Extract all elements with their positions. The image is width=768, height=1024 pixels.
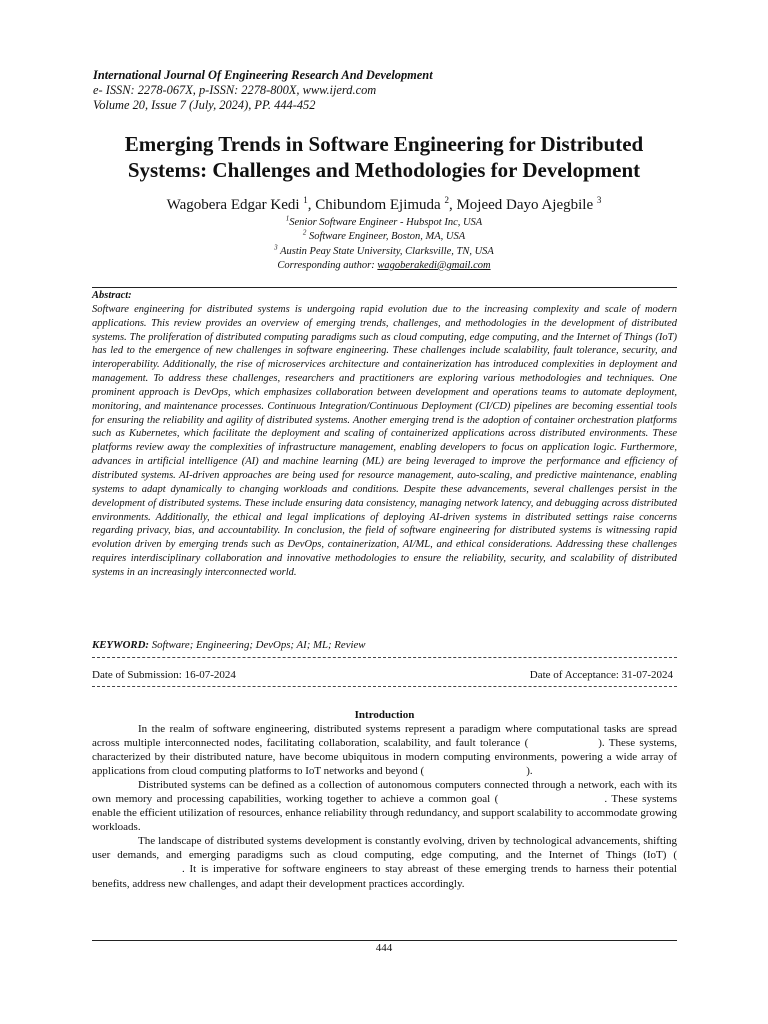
submission-date: Date of Submission: 16-07-2024 — [92, 669, 236, 681]
paragraph — [92, 722, 677, 778]
abstract-section — [92, 289, 677, 580]
author-separator: , — [307, 197, 316, 213]
affiliations — [60, 216, 708, 273]
introduction-body — [92, 722, 677, 891]
abstract-text: Software engineering for distributed systems is undergoing rapid evolution due to the increasing complexity and scale of modern applications. This review provides an overview of emerging trends, challenges, and methodologies in the development of distributed systems. The proliferation of distributed computing paradigms such as cloud computing, edge computing, and the Internet of Things (IoT) has led to the emergence of new challenges in software engineering. These challenges include scalability, fault tolerance, security, and interoperability. Additionally, the rise of microservices architecture and containerization has introduced complexities in deployment and management. To address these challenges, researchers and practitioners are exploring various methodologies and techniques. One prominent approach is DevOps, which emphasizes collaboration between development and operations teams to automate deployment, monitoring, and maintenance processes. Continuous Integration/Continuous Deployment (CI/CD) pipelines are becoming essential tools for ensuring the reliability and agility of distributed systems. Another emerging trend is the adoption of container orchestration platforms such as Kubernetes, which facilitate the deployment and scaling of containerized applications across distributed environments. These platforms review away the complexities of infrastructure management, enabling developers to focus on application logic. Furthermore, advances in artificial intelligence (AI) and machine learning (ML) are being leveraged to improve the performance and efficiency of distributed systems. AI-driven approaches are being used for resource management, auto-scaling, and predictive maintenance, enabling systems to adapt dynamically to changing workloads and conditions. Despite these advancements, several challenges persist in the development of distributed systems. These include ensuring data consistency, managing network latency, and debugging across distributed environments. Additionally, the ethical and legal implications of deploying AI-driven systems in distributed settings raise concerns regarding privacy, bias, and accountability. In conclusion, the field of software engineering for distributed systems is witnessing rapid evolution driven by emerging trends such as DevOps, containerization, AI/ML, and ethical considerations. Addressing these challenges requires interdisciplinary collaboration and innovative methodologies to ensure the reliability, security, and scalability of distributed systems in an increasingly interconnected world. — [92, 303, 677, 578]
paragraph-text: The landscape of distributed systems development is constantly evolving, driven by technological advancements, shifting user demands, and emerging paradigms such as cloud computing, edge computing, and the Internet of Things (IoT) ( — [92, 835, 677, 862]
affil-text: Austin Peay State University, Clarksville, TN, USA — [277, 245, 494, 257]
affil-text: Senior Software Engineer - Hubspot Inc, USA — [289, 217, 483, 228]
affil-text: Software Engineer, Boston, MA, USA — [306, 231, 466, 243]
corresponding-email-link[interactable]: wagoberakedi@gmail.com — [377, 259, 491, 271]
paragraph-text: ). These systems, characterized by their distributed nature, have become ubiquitous in modern computing environments, powering a wide array of applications from cloud computing platforms to IoT networks and beyond ( — [92, 737, 677, 778]
affiliation — [60, 245, 708, 259]
author-affil-mark: 1 — [303, 195, 308, 205]
author-list — [60, 196, 708, 214]
affil-mark: 3 — [274, 243, 278, 252]
paragraph-text: . These systems enable the efficient utilization of resources, enhance reliability through redundancy, and support scalability to accommodate growing workloads. — [92, 793, 678, 834]
author-name: Wagobera Edgar Kedi — [166, 197, 304, 213]
affiliation — [60, 216, 708, 230]
dashed-rule-bottom — [92, 686, 677, 687]
paper-title — [60, 131, 708, 183]
acceptance-date: Date of Acceptance: 31-07-2024 — [529, 669, 673, 681]
affil-mark: 2 — [302, 228, 307, 237]
abstract-top-rule — [92, 287, 677, 288]
paragraph-text: . It is imperative for software engineers to stay abreast of these emerging trends to harness their potential benefits, address new challenges, and adapt their development practices accordingly. — [92, 863, 677, 890]
paragraph-text: ). — [526, 765, 533, 778]
abstract-label: Abstract: — [92, 290, 132, 301]
corresponding-label: Corresponding author: — [277, 259, 378, 271]
section-heading-introduction: Introduction — [354, 709, 415, 721]
corresponding-author — [60, 259, 708, 273]
author-affil-mark: 3 — [596, 195, 602, 205]
affil-mark: 1 — [285, 214, 290, 223]
author-separator: , — [448, 197, 457, 213]
author-name: Mojeed Dayo Ajegbile — [456, 197, 597, 213]
keywords-label: KEYWORD: — [92, 639, 149, 651]
affiliation — [60, 230, 708, 244]
journal-issn: e- ISSN: 2278-067X, p-ISSN: 2278-800X, www.ijerd.com — [93, 83, 377, 97]
paragraph-text: Distributed systems can be defined as a collection of autonomous computers connected through a network, each with its own memory and processing capabilities, working together to achieve a common goal ( — [92, 779, 677, 806]
page-number: 444 — [375, 942, 393, 954]
paragraph-text: In the realm of software engineering, distributed systems represent a paradigm where computational tasks are spread across multiple interconnected nodes, facilitating collaboration, scalability, and fault tolerance ( — [92, 723, 677, 750]
keywords-text: Software; Engineering; DevOps; AI; ML; Review — [149, 639, 366, 651]
author-affil-mark: 2 — [444, 195, 449, 205]
journal-name: International Journal Of Engineering Research And Development — [93, 68, 433, 82]
paragraph — [92, 834, 677, 890]
title-line: Systems: Challenges and Methodologies for Development — [127, 158, 641, 182]
author-name: Chibundom Ejimuda — [315, 197, 445, 213]
title-line: Emerging Trends in Software Engineering for Distributed — [124, 132, 644, 156]
journal-volume: Volume 20, Issue 7 (July, 2024), PP. 444-452 — [93, 98, 316, 112]
dashed-rule-top — [92, 657, 677, 658]
keywords-line — [92, 638, 677, 652]
paragraph — [92, 778, 677, 834]
journal-header — [93, 68, 693, 113]
